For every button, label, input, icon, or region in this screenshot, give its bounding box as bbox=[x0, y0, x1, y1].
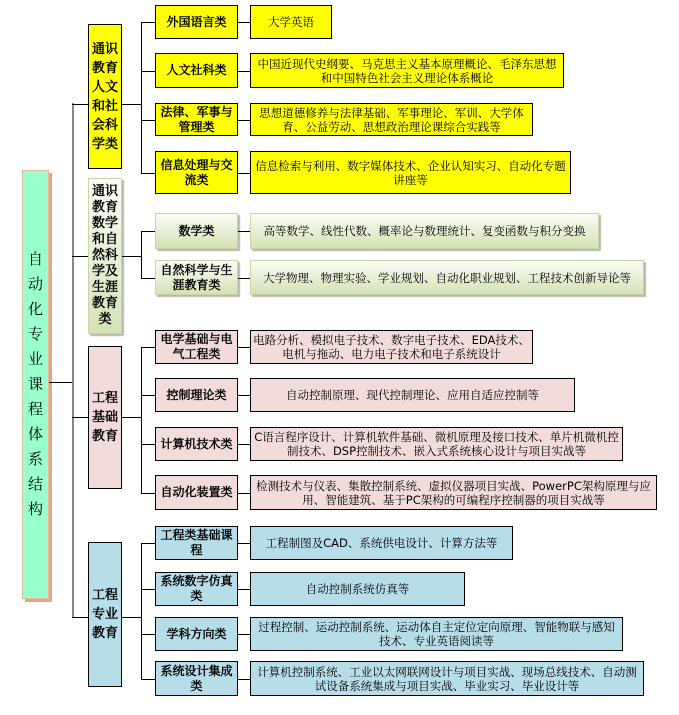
connector-line bbox=[141, 347, 155, 348]
connector-line bbox=[238, 231, 250, 232]
course-list: 高等数学、线性代数、概率论与数理统计、复变函数与积分变换 bbox=[250, 213, 599, 249]
course-list: 信息检索与利用、数字媒体技术、企业认知实习、自动化专题讲座等 bbox=[250, 151, 571, 194]
category-node: 数学类 bbox=[155, 213, 238, 249]
connector-line bbox=[238, 71, 250, 72]
connector-line bbox=[238, 634, 250, 635]
category-node: 控制理论类 bbox=[155, 378, 238, 412]
category-node: 系统数字仿真类 bbox=[155, 572, 238, 606]
course-list: 大学物理、物理实验、学业规划、自动化职业规划、工程技术创新导论等 bbox=[250, 260, 644, 295]
connector-line bbox=[141, 22, 142, 174]
root-node: 自动化专业课程体系结构 bbox=[22, 170, 49, 599]
category-node: 学科方向类 bbox=[155, 617, 238, 651]
course-list: 检测技术与仪表、集散控制系统、虚拟仪器项目实战、PowerPC架构原理与应用、智能建筑、基于PC架构的可编程序控制器的项目实战等 bbox=[250, 475, 657, 510]
connector-line bbox=[141, 71, 155, 72]
course-list: 电路分析、模拟电子技术、数字电子技术、EDA技术、电机与拖动、电力电子技术和电子系统设计 bbox=[250, 330, 533, 364]
spine-line bbox=[72, 103, 74, 617]
category-node: 计算机技术类 bbox=[155, 427, 238, 461]
category-node: 法律、军事与管理类 bbox=[155, 103, 238, 136]
connector-line bbox=[238, 679, 250, 680]
connector-line bbox=[49, 382, 72, 383]
category-node: 自动化装置类 bbox=[155, 475, 238, 510]
connector-line bbox=[122, 104, 141, 105]
connector-line bbox=[141, 444, 155, 445]
connector-line bbox=[141, 543, 155, 544]
category-node: 自然科学与生涯教育类 bbox=[155, 260, 238, 295]
group-node: 通识教育人文和社会科学类 bbox=[88, 24, 122, 169]
group-node: 工程基础教育 bbox=[88, 346, 122, 489]
connector-line bbox=[141, 278, 155, 279]
connector-line bbox=[72, 104, 88, 105]
course-list: C语言程序设计、计算机软件基础、微机原理及接口技术、单片机微机控制技术、DSP控制技术、嵌入式系统核心设计与项目实战等 bbox=[250, 427, 623, 461]
connector-line bbox=[72, 417, 88, 418]
connector-line bbox=[238, 347, 250, 348]
course-list: 工程制图及CAD、系统供电设计、计算方法等 bbox=[250, 526, 513, 560]
connector-line bbox=[122, 617, 141, 618]
category-node: 工程类基础课程 bbox=[155, 526, 238, 560]
course-list: 过程控制、运动控制系统、运动体自主定位定向原理、智能物联与感知技术、专业英语阅读等 bbox=[250, 617, 623, 651]
connector-line bbox=[141, 120, 155, 121]
group-node: 工程专业教育 bbox=[88, 542, 122, 687]
connector-line bbox=[141, 22, 155, 23]
connector-line bbox=[141, 173, 155, 174]
connector-line bbox=[238, 444, 250, 445]
course-list: 中国近现代史纲要、马克思主义基本原理概论、毛泽东思想和中国特色社会主义理论体系概论 bbox=[250, 53, 564, 88]
category-node: 电学基础与电气工程类 bbox=[155, 330, 238, 364]
connector-line bbox=[141, 493, 155, 494]
connector-line bbox=[141, 543, 142, 680]
connector-line bbox=[141, 231, 155, 232]
connector-line bbox=[141, 634, 155, 635]
category-node: 信息处理与交流类 bbox=[155, 151, 238, 194]
connector-line bbox=[238, 589, 250, 590]
connector-line bbox=[122, 256, 141, 257]
category-node: 外国语言类 bbox=[155, 5, 238, 39]
course-list: 大学英语 bbox=[250, 5, 332, 39]
connector-line bbox=[72, 617, 88, 618]
course-list: 思想道德修养与法律基础、军事理论、军训、大学体育、公益劳动、思想政治理论课综合实践等 bbox=[250, 103, 533, 136]
connector-line bbox=[141, 589, 155, 590]
connector-line bbox=[141, 347, 142, 494]
connector-line bbox=[72, 256, 88, 257]
course-list: 计算机控制系统、工业以太网联网设计与项目实战、现场总线技术、自动测试设备系统集成与项目实战、毕业实习、毕业设计等 bbox=[250, 661, 644, 696]
connector-line bbox=[238, 278, 250, 279]
category-node: 系统设计集成类 bbox=[155, 661, 238, 696]
connector-line bbox=[141, 231, 142, 279]
connector-line bbox=[238, 22, 250, 23]
category-node: 人文社科类 bbox=[155, 53, 238, 88]
connector-line bbox=[141, 679, 155, 680]
course-list: 自动控制原理、现代控制理论、应用自适应控制等 bbox=[250, 378, 575, 412]
connector-line bbox=[238, 173, 250, 174]
group-node: 通识教育数学和自然科学及生涯教育类 bbox=[88, 178, 122, 334]
connector-line bbox=[238, 120, 250, 121]
connector-line bbox=[141, 395, 155, 396]
connector-line bbox=[238, 543, 250, 544]
connector-line bbox=[238, 395, 250, 396]
course-list: 自动控制系统仿真等 bbox=[250, 572, 465, 606]
connector-line bbox=[122, 417, 141, 418]
connector-line bbox=[238, 493, 250, 494]
